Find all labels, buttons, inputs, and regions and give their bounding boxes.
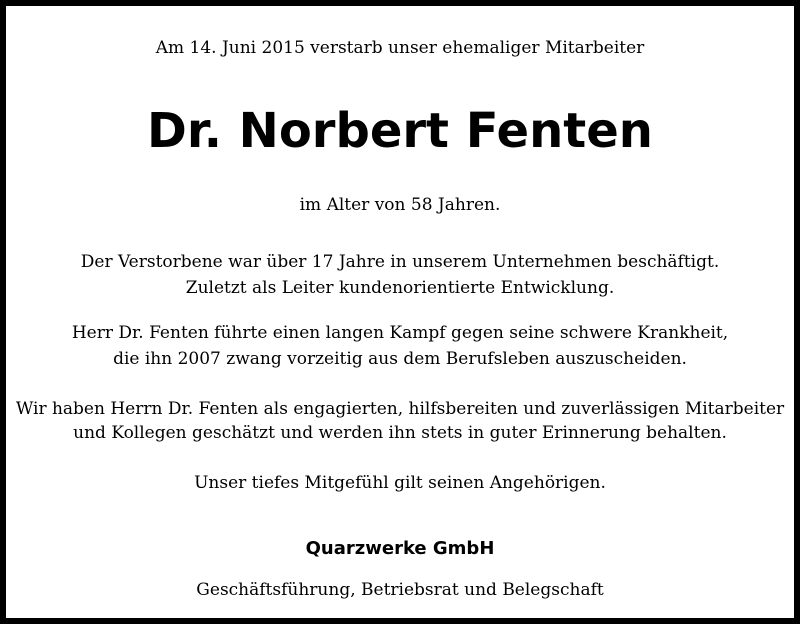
paragraph-2-line-2: die ihn 2007 zwang vorzeitig aus dem Berufsleben auszuscheiden. [113, 349, 687, 369]
signature-line: Geschäftsführung, Betriebsrat und Belegschaft [196, 580, 604, 600]
paragraph-2-line-1: Herr Dr. Fenten führte einen langen Kampf gegen seine schwere Krankheit, [71, 323, 729, 343]
paragraph-1-line-1: Der Verstorbene war über 17 Jahre in unserem Unternehmen beschäftigt. [80, 252, 720, 272]
condolence-line: Unser tiefes Mitgefühl gilt seinen Angehörigen. [194, 473, 606, 493]
paragraph-1-line-2: Zuletzt als Leiter kundenorientierte Entwicklung. [185, 278, 615, 298]
company-name: Quarzwerke GmbH [305, 538, 495, 559]
paragraph-3-line-2: und Kollegen geschätzt und werden ihn stets in guter Erinnerung behalten. [73, 423, 727, 443]
intro-line: Am 14. Juni 2015 verstarb unser ehemaliger Mitarbeiter [155, 38, 645, 58]
age-line: im Alter von 58 Jahren. [299, 195, 501, 215]
paragraph-3-line-1: Wir haben Herrn Dr. Fenten als engagierten, hilfsbereiten und zuverlässigen Mitarbeiter [15, 399, 785, 419]
deceased-name: Dr. Norbert Fenten [147, 103, 653, 159]
